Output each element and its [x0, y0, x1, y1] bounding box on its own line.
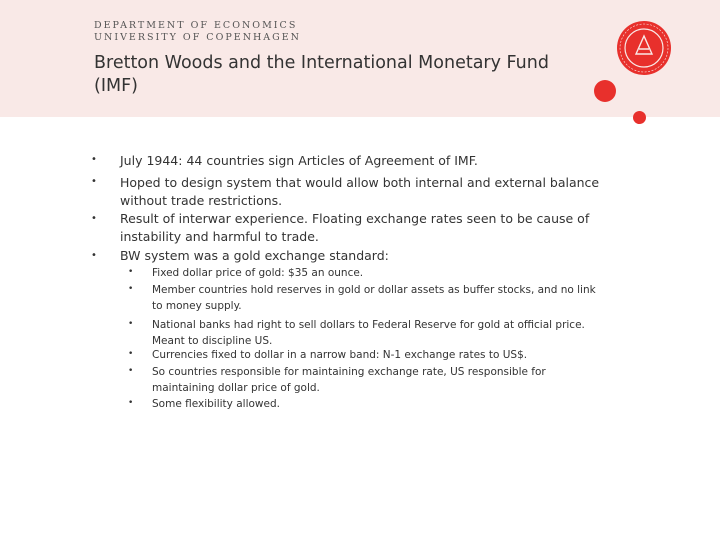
university-name: UNIVERSITY OF COPENHAGEN: [94, 32, 301, 43]
sub-bullet-marker: •: [128, 349, 134, 359]
sub-bullet-item: Member countries hold reserves in gold or dollar assets as buffer stocks, and no link to money supply.: [152, 284, 596, 312]
sub-bullet-item: Fixed dollar price of gold: $35 an ounce.: [152, 267, 364, 279]
bullet-item: Hoped to design system that would allow both internal and external balance without trade restrictions.: [120, 175, 600, 208]
sub-bullet-item: National banks had right to sell dollars to Federal Reserve for gold at official price. Meant to discipline US.: [152, 319, 585, 347]
bullet-item: July 1944: 44 countries sign Articles of Agreement of IMF.: [120, 153, 478, 168]
sub-bullet-item: So countries responsible for maintaining exchange rate, US responsible for maintaining dollar price of gold.: [152, 366, 546, 394]
university-seal-icon: [0, 0, 720, 130]
sub-bullet-marker: •: [128, 366, 134, 376]
sub-bullet-marker: •: [128, 284, 134, 294]
university-logo: [0, 0, 720, 130]
logo-dot-small: [633, 111, 646, 124]
bullet-item: BW system was a gold exchange standard:: [120, 248, 389, 263]
bullet-marker: •: [91, 250, 97, 261]
department-name: DEPARTMENT OF ECONOMICS: [94, 20, 298, 31]
sub-bullet-marker: •: [128, 398, 134, 408]
bullet-item: Result of interwar experience. Floating exchange rates seen to be cause of instability and harmful to trade.: [120, 211, 590, 244]
sub-bullet-marker: •: [128, 319, 134, 329]
slide-title: Bretton Woods and the International Monetary Fund (IMF): [94, 53, 549, 96]
logo-dot-large: [594, 80, 616, 102]
bullet-marker: •: [91, 213, 97, 224]
bullet-marker: •: [91, 154, 97, 165]
sub-bullet-item: Currencies fixed to dollar in a narrow band: N-1 exchange rates to US$.: [152, 349, 528, 361]
bullet-marker: •: [91, 176, 97, 187]
sub-bullet-marker: •: [128, 267, 134, 277]
sub-bullet-item: Some flexibility allowed.: [152, 398, 280, 410]
